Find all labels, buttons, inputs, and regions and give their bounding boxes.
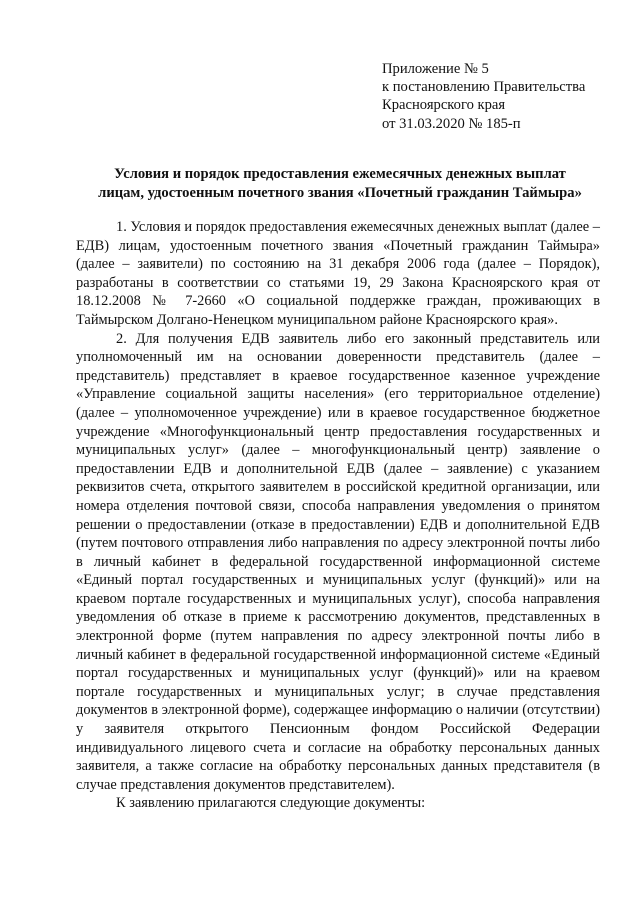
paragraph-3: К заявлению прилагаются следующие документы: xyxy=(116,795,426,812)
appendix-number: Приложение № 5 xyxy=(382,61,489,77)
resolution-date-number: от 31.03.2020 № 185-п xyxy=(382,115,521,132)
issuing-region: Красноярского края xyxy=(382,97,506,114)
document-body xyxy=(76,218,600,813)
document-title xyxy=(60,165,620,203)
title-line-2: лицам, удостоенным почетного звания «Почетный гражданин Таймыра» xyxy=(98,185,582,201)
document-header xyxy=(382,60,585,133)
paragraph-1: 1. Условия и порядок предоставления ежемесячных денежных выплат (далее – ЕДВ) лицам, удостоенным почетного звания «Почетный гражданин Таймыра» (далее – заявители) по состоянию на 31 декабря 2006 года (далее – Порядок), разработаны в соответствии со статьями 19, 29 Закона Красноярского края от 18.12.2008 № 7-2660 «О социальной поддержке граждан, проживающих в Таймырском Долгано-Ненецком муниципальном районе Красноярского края». xyxy=(76,219,600,328)
paragraph-2: 2. Для получения ЕДВ заявитель либо его законный представитель или уполномоченный им на основании доверенности представитель (далее – представитель) представляет в краевое государственное казенное учреждение «Управление социальной защиты населения» (его территориальное отделение) (далее – уполномоченное учреждение) или в краевое государственное бюджетное учреждение «Многофункциональный центр предоставления государственных и муниципальных услуг» (далее – многофункциональный центр) заявление о предоставлении ЕДВ и дополнительной ЕДВ (далее – заявление) с указанием реквизитов счета, открытого заявителем в российской кредитной организации, или номера отделения почтовой связи, способа направления уведомления о принятом решении о предоставлении (отказе в предоставлении) ЕДВ и дополнительной ЕДВ (путем почтового отправления либо направления по адресу электронной почты либо в личный кабинет в федеральной государственной информационной системе «Единый портал государственных и муниципальных услуг (функций)» или на краевом портале государственных и муниципальных услуг), способа направления уведомления об отказе в приеме к рассмотрению документов, представленных в электронной форме (путем направления по адресу электронной почты либо в личный кабинет в федеральной государственной информационной системе «Единый портал государственных и муниципальных услуг (функций)» или на краевом портале государственных и муниципальных услуг; в случае представления документов в электронной форме), содержащее информацию о наличии (отсутствии) у заявителя открытого Пенсионным фондом Российской Федерации индивидуального лицевого счета и согласие на обработку персональных данных заявителя, а также согласие на обработку персональных данных представителя (в случае представления документов представителем). xyxy=(76,330,600,793)
resolution-reference: к постановлению Правительства xyxy=(382,79,586,96)
title-line-1: Условия и порядок предоставления ежемесячных денежных выплат xyxy=(114,166,566,182)
